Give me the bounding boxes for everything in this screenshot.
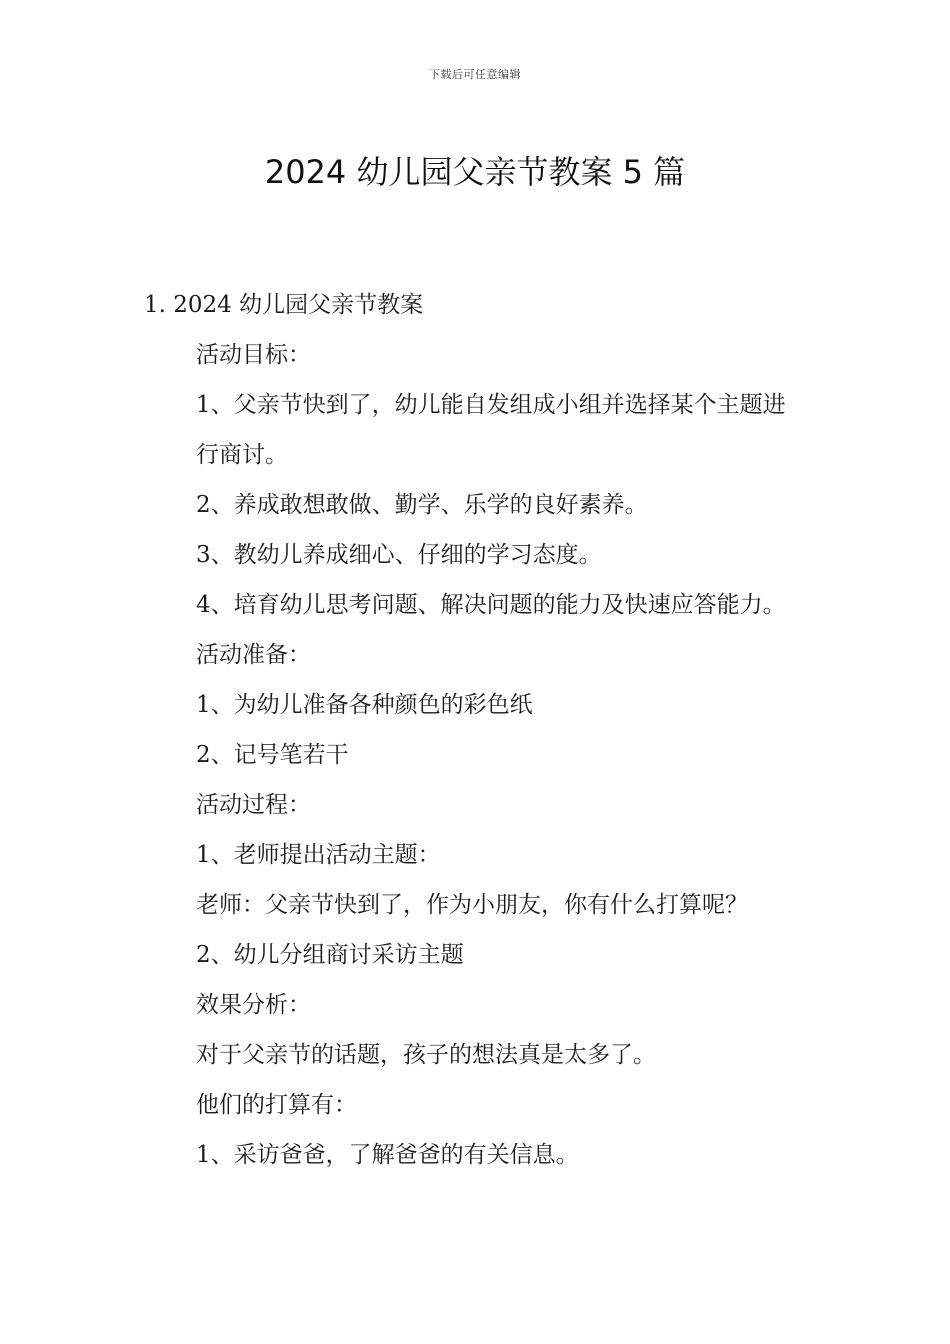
paragraph-analysis-text: 对于父亲节的话题，孩子的想法真是太多了。 bbox=[196, 1042, 656, 1068]
paragraph-analysis-heading: 效果分析： bbox=[196, 992, 311, 1018]
paragraph-plan-1: 1、采访爸爸，了解爸爸的有关信息。 bbox=[196, 1142, 579, 1168]
paragraph-activity-goals-heading: 活动目标： bbox=[196, 342, 311, 368]
paragraph-plans-intro: 他们的打算有： bbox=[196, 1092, 357, 1118]
document-title: 2024 幼儿园父亲节教案 5 篇 bbox=[264, 153, 686, 192]
paragraph-goal-4: 4、培育幼儿思考问题、解决问题的能力及快速应答能力。 bbox=[196, 592, 786, 618]
paragraph-goal-3: 3、教幼儿养成细心、仔细的学习态度。 bbox=[196, 542, 602, 568]
document-body bbox=[144, 280, 808, 1180]
paragraph-preparation-1: 1、为幼儿准备各种颜色的彩色纸 bbox=[196, 692, 533, 718]
paragraph-process-heading: 活动过程： bbox=[196, 792, 311, 818]
section-heading: 1. 2024 幼儿园父亲节教案 bbox=[144, 292, 424, 318]
paragraph-goal-2: 2、养成敢想敢做、勤学、乐学的良好素养。 bbox=[196, 492, 648, 518]
paragraph-process-1: 1、老师提出活动主题： bbox=[196, 842, 441, 868]
paragraph-preparation-2: 2、记号笔若干 bbox=[196, 742, 349, 768]
paragraph-preparation-heading: 活动准备： bbox=[196, 642, 311, 668]
page-header-note: 下载后可任意编辑 bbox=[429, 68, 521, 81]
paragraph-goal-1: 1、父亲节快到了，幼儿能自发组成小组并选择某个主题进行商讨。 bbox=[196, 392, 786, 468]
paragraph-process-2: 2、幼儿分组商讨采访主题 bbox=[196, 942, 464, 968]
paragraph-teacher-question: 老师：父亲节快到了，作为小朋友，你有什么打算呢？ bbox=[196, 892, 748, 918]
